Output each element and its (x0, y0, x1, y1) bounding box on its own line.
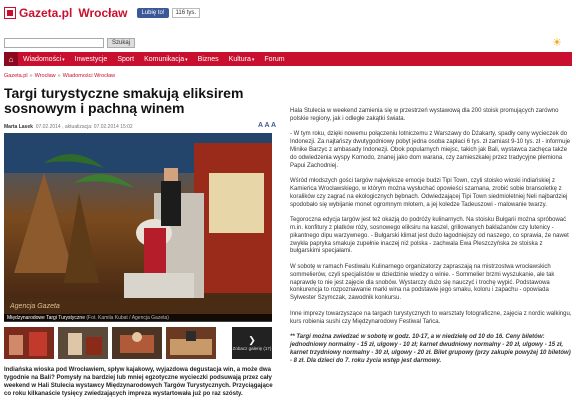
nav-item-biznes[interactable]: Biznes (197, 55, 219, 63)
thumbnail-image (58, 327, 108, 359)
nav-item-sport[interactable]: Sport (117, 55, 135, 63)
photo-caption (4, 314, 272, 322)
main-photo-image (4, 133, 272, 321)
gallery-next-label: Zobacz galerię (17) (232, 346, 272, 351)
search-bar (4, 38, 135, 48)
weather-sun-icon[interactable]: ☀ (552, 37, 562, 49)
article-paragraph: Tegoroczna edycja targów jest też okazją do podróży kulinarnych. Na stoisku Bułgarii można spróbować m.in. konfitury z płatków róży, sosnowego eliksiru na kaszel, grillowanych baklażanów czy lutenicy - pikantnego dipu warzywnego. - Bułgarski klimat jest dużo łagodniejszy od naszego, co sprawia, że nawet zwykła papryka smakuje zupełnie inaczej niż polska - zachwala Ewa Pleszczyńska ze stoiska z bułgarskimi specjałami. (290, 217, 569, 255)
chevron-down-icon: ▾ (62, 56, 65, 63)
nav-item-wiadomosci[interactable]: Wiadomości▾ (23, 55, 65, 63)
breadcrumb: Gazeta.pl » Wrocław » Wiadomości Wrocław (4, 73, 116, 79)
article-paragraph: Wśród młodszych gości targów największe emocje budzi Tipi Town, czyli stoisko wioski indiańskiej z Kamieńca Wrocławskiego, w którym można wysłuchać opowieści szamana, zrobić sobie bransoletkę z koralików czy zagrać na ekologicznych bębnach. Odwiedzającej Tipi Town siedmioletniej Neli najbardziej spodobało się wybijanie monet ogromnym młotem, a jej koledze Tadeuszowi - malowanie twarzy. (290, 178, 568, 208)
nav-item-inwestycje[interactable]: Inwestycje (74, 55, 108, 63)
article-paragraph: Inne imprezy towarzyszące na targach turystycznych to warsztaty fotograficzne, zajęcia z nordic walkingu, kurs robienia sushi czy Międzynarodowy Festiwal Tańca. (290, 310, 572, 325)
facebook-like-count: 116 tys. (172, 8, 201, 18)
article-body (290, 108, 572, 373)
nav-item-forum[interactable]: Forum (264, 55, 285, 63)
gallery-next-button[interactable] (232, 327, 272, 359)
thumbnail-image (112, 327, 162, 359)
article-paragraph: W sobotę w ramach Festiwalu Kulinarnego organizatorzy zapraszają na mistrzostwa wrocławskich sommelierów, czyli specjalistów w dziedzinie wiedzy o winie. - Sommelier brzmi wyszukanie, ale tak naprawdę to nie jest zajęcie dla snobów. Wystarczy dużo się nauczyć i trochę wypić. Podstawowa konkurencja to rozpoznawanie marki wina na podstawie jego smaku, koloru i zapachu - opowiada Sylwester Szymczak, zawodnik konkursu. (290, 263, 555, 302)
font-size-control[interactable]: A A A (258, 122, 277, 129)
thumbnail-image (166, 327, 216, 359)
gallery-thumbnail[interactable] (166, 327, 216, 359)
facebook-like-button[interactable]: Lubię to! (137, 8, 168, 18)
article-author[interactable]: Marta Lasek (4, 124, 33, 130)
chevron-down-icon: ▾ (251, 56, 255, 63)
svg-text:Agencja Gazeta: Agencja Gazeta (10, 303, 60, 310)
breadcrumb-link[interactable]: Gazeta.pl (4, 73, 28, 79)
search-button[interactable]: Szukaj (107, 38, 135, 48)
article-paragraph: - W tym roku, dzięki nowemu połączeniu lotniczemu z Warszawy do Dżakarty, spadły ceny wycieczek do Indonezji. Za najtańszy dwutygodniowy pobyt jedna osoba zapłaci 6 tys. zł zamiast 9-10 tys. zł - informuje Minike Barzyc z ambasady Indonezji. Obok popularnych miejsc, takich jak Bali, wystawca zachęca także do odwiedzenia wyspy Komodo, znanej jako dom warana, czy zamieszkałej przez tradycyjne plemiona Papui Zachodniej. (290, 131, 571, 169)
site-logo[interactable]: Gazeta.pl (19, 6, 73, 20)
home-icon[interactable]: ⌂ (4, 52, 18, 66)
city-name[interactable]: Wrocław (78, 6, 128, 20)
search-input[interactable] (4, 38, 104, 48)
article-meta (4, 124, 133, 130)
gazeta-logo-icon[interactable] (4, 7, 16, 19)
gallery-thumbnail[interactable] (4, 327, 54, 359)
photo-caption-text: Międzynarodowe Targi Turystyczne (7, 315, 85, 321)
gallery-thumbnail[interactable] (58, 327, 108, 359)
article-ticket-note: ** Targi można zwiedzać w sobotę w godz. 10-17, a w niedzielę od 10 do 16. Ceny biletów: jednodniowy normalny - 15 zł, ulgowy - 10 zł; karnet dwudniowy normalny - 20 zł, ulgowy - 15 zł, karnet trzydniowy normalny - 30 zł, ulgowy - 20 zł. Bilet grupowy (przy zakupie powyżej 10 biletów) - 8 zł. Dla dzieci do 7. roku życia wstęp jest darmowy. (290, 334, 571, 364)
article-title: Targi turystyczne smakują eliksirem sosnowym i pachną winem (4, 85, 244, 116)
article-paragraph: Hala Stulecia w weekend zamienia się w przestrzeń wystawową dla 200 stoisk promujących zarówno polskie regiony, jak i odległe zakątki świata. (290, 108, 559, 122)
photo-credit: (Fot. Kamila Kubat / Agencja Gazeta) (86, 315, 169, 321)
article-date: 07.02.2014 , aktualizacja: 07.02.2014 15:02 (35, 124, 133, 130)
thumbnail-image (4, 327, 54, 359)
breadcrumb-link[interactable]: Wiadomości Wrocław (62, 73, 116, 79)
main-navigation (4, 52, 572, 66)
site-header (4, 5, 200, 21)
article-lead: Indiańska wioska pod Wrocławiem, spływ kajakowy, wyjazdowa degustacja win, a może dwa tygodnie na Bali? Pomysły na bardziej lub mniej egzotyczne wycieczki podsuwają przez cały weekend w Hali Stulecia wystawcy Międzynarodowych Targów Turystycznych. Przyciągające co roku kilkanaście tysięcy zwiedzających impreza wystartowała już po raz szósty. (4, 366, 273, 397)
breadcrumb-link[interactable]: Wrocław (34, 73, 56, 79)
chevron-right-icon: ❯ (248, 335, 256, 345)
gallery-thumbnails (4, 327, 272, 359)
chevron-down-icon: ▾ (185, 56, 188, 63)
article-main-photo[interactable] (4, 133, 272, 321)
gallery-thumbnail[interactable] (112, 327, 162, 359)
nav-item-kultura[interactable]: Kultura▾ (228, 55, 255, 63)
nav-item-komunikacja[interactable]: Komunikacja▾ (144, 55, 188, 63)
